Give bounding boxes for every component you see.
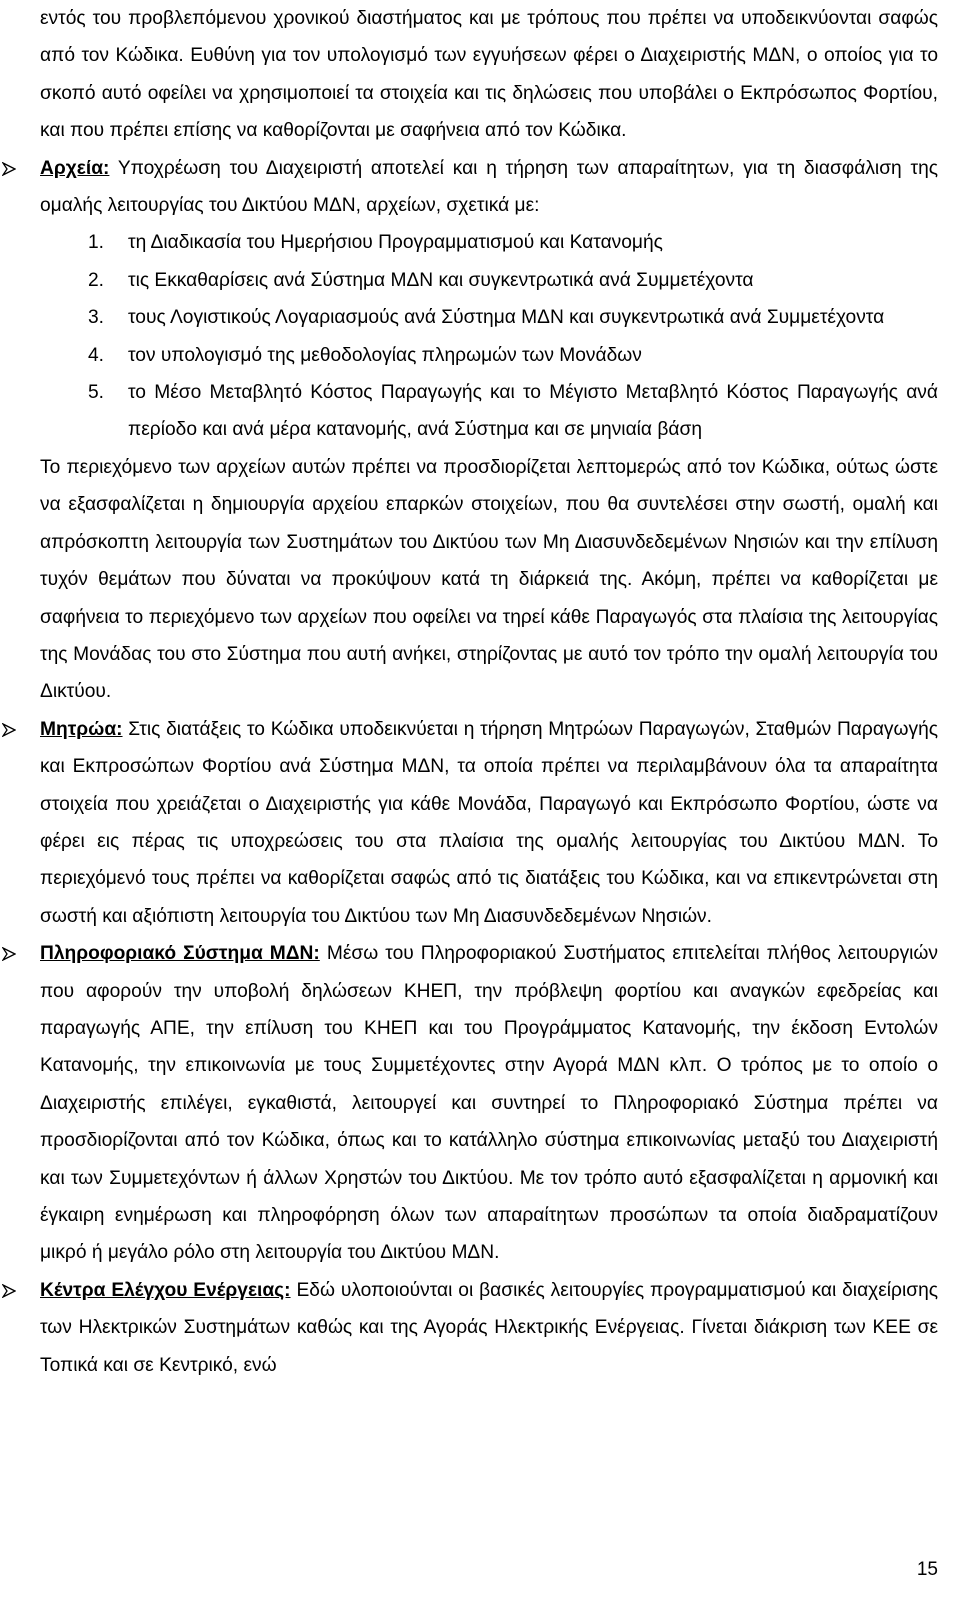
document-page [40,0,938,1384]
infosystem-paragraph [40,935,938,1272]
arrow-bullet-icon [2,711,18,748]
control-centers-section [40,1272,938,1384]
list-item-text: τον υπολογισμό της μεθοδολογίας πληρωμών των Μονάδων [128,344,642,366]
registers-section [40,711,938,935]
list-item [40,262,938,299]
page-number: 15 [916,1559,938,1580]
intro-paragraph: εντός του προβλεπόμενου χρονικού διαστήματος και με τρόπους που πρέπει να υποδεικνύονται σαφώς από τον Κώδικα. Ευθύνη για τον υπολογισμό των εγγυήσεων φέρει ο Διαχειριστής ΜΔΝ, ο οποίος για το σκοπό αυτό οφείλει να χρησιμοποιεί τα στοιχεία και τις δηλώσεις που υποβάλει ο Εκπρόσωπος Φορτίου, και που πρέπει επίσης να καθορίζονται με σαφήνεια από τον Κώδικα. [40,8,938,142]
list-item-text: το Μέσο Μεταβλητό Κόστος Παραγωγής και το Μέγιστο Μεταβλητό Κόστος Παραγωγής ανά περίοδο και ανά μέρα κατανομής, ανά Σύστημα και σε μηνιαία βάση [128,382,938,441]
archives-paragraph [40,150,938,225]
list-item-text: τους Λογιστικούς Λογαριασμούς ανά Σύστημα ΜΔΝ και συγκεντρωτικά ανά Συμμετέχοντα [128,307,885,329]
infosystem-text: Μέσω του Πληροφοριακού Συστήματος επιτελείται πλήθος λειτουργιών που αφορούν την υποβολή δηλώσεων ΚΗΕΠ, την πρόβλεψη φορτίου και αναγκών εφεδρείας και παραγωγής ΑΠΕ, την επίλυση του ΚΗΕΠ και του Προγράμματος Κατανομής, την έκδοση Εντολών Κατανομής, την επικοινωνία με τους Συμμετέχοντες στην Αγορά ΜΔΝ κλπ. Ο τρόπος με το οποίο ο Διαχειριστής επιλέγει, εγκαθιστά, λειτουργεί και συντηρεί το Πληροφοριακό Σύστημα πρέπει να προσδιορίζονται από τον Κώδικα, όπως και το κατάλληλο σύστημα επικοινωνίας μεταξύ του Διαχειριστή και των Συμμετεχόντων ή άλλων Χρηστών του Δικτύου. Με τον τρόπο αυτό εξασφαλίζεται η αρμονική και έγκαιρη ενημέρωση και πληροφόρηση όλων των απαραίτητων προσώπων τα οποία διαδραματίζουν μικρό ή μεγάλο ρόλο στη λειτουργία του Δικτύου ΜΔΝ. [40,943,938,1264]
list-item [40,224,938,261]
archives-list [40,224,938,448]
list-item-number: 3. [88,307,105,329]
list-item [40,374,938,449]
registers-paragraph [40,711,938,935]
archives-text: Υποχρέωση του Διαχειριστή αποτελεί και η τήρηση των απαραίτητων, για τη διασφάλιση της ομαλής λειτουργίας του Δικτύου ΜΔΝ, αρχείων, σχετικά με: [40,157,938,217]
archives-section [40,150,938,225]
control-centers-label: Κέντρα Ελέγχου Ενέργειας: [40,1279,291,1301]
list-item-text: τη Διαδικασία του Ημερήσιου Προγραμματισμού και Κατανομής [128,232,663,254]
list-item-number: 4. [88,344,105,366]
archives-label: Αρχεία: [40,157,110,179]
control-centers-paragraph [40,1272,938,1384]
arrow-bullet-icon [2,150,18,187]
arrow-bullet-icon [2,1272,18,1309]
list-item-number: 1. [88,232,105,254]
list-item-number: 5. [88,382,105,404]
list-item [40,337,938,374]
registers-text: Στις διατάξεις το Κώδικα υποδεικνύεται η τήρηση Μητρώων Παραγωγών, Σταθμών Παραγωγής και Εκπροσώπων Φορτίου ανά Σύστημα ΜΔΝ, τα οποία πρέπει να περιλαμβάνουν όλα τα απαραίτητα στοιχεία που χρειάζεται ο Διαχειριστής για κάθε Μονάδα, Παραγωγό και Εκπρόσωπο Φορτίου, ώστε να φέρει εις πέρας τις υποχρεώσεις του στα πλαίσια της ομαλής λειτουργίας του Δικτύου ΜΔΝ. Το περιεχόμενό τους πρέπει να καθορίζεται σαφώς από τις διατάξεις του Κώδικα, και να επικεντρώνεται στη σωστή και αξιόπιστη λειτουργία του Δικτύου των Μη Διασυνδεδεμένων Νησιών. [40,718,938,927]
arrow-bullet-icon [2,935,18,972]
infosystem-section [40,935,938,1272]
list-item-number: 2. [88,269,105,291]
archives-after-paragraph: Το περιεχόμενο των αρχείων αυτών πρέπει να προσδιορίζεται λεπτομερώς από τον Κώδικα, ούτως ώστε να εξασφαλίζεται η δημιουργία αρχείου επαρκών στοιχείων, που θα συντελέσει στην σωστή, ομαλή και απρόσκοπτη λειτουργία των Συστημάτων του Δικτύου των Μη Διασυνδεδεμένων Νησιών και την επίλυση τυχόν θεμάτων που δύναται να προκύψουν κατά τη διάρκειά της. Ακόμη, πρέπει να καθορίζεται με σαφήνεια το περιεχόμενο των αρχείων που οφείλει να τηρεί κάθε Παραγωγός στα πλαίσια της λειτουργίας της Μονάδας του στο Σύστημα που αυτή ανήκει, στηρίζοντας με αυτό τον τρόπο την ομαλή λειτουργία του Δικτύου. [40,456,938,703]
list-item-text: τις Εκκαθαρίσεις ανά Σύστημα ΜΔΝ και συγκεντρωτικά ανά Συμμετέχοντα [128,269,754,291]
infosystem-label: Πληροφοριακό Σύστημα ΜΔΝ: [40,943,320,965]
list-item [40,299,938,336]
registers-label: Μητρώα: [40,718,123,740]
control-centers-text: Εδώ υλοποιούνται οι βασικές λειτουργίες προγραμματισμού και διαχείρισης των Ηλεκτρικών Συστημάτων καθώς και της Αγοράς Ηλεκτρικής Ενέργειας. Γίνεται διάκριση των ΚΕΕ σε Τοπικά και σε Κεντρικό, ενώ [40,1279,938,1376]
